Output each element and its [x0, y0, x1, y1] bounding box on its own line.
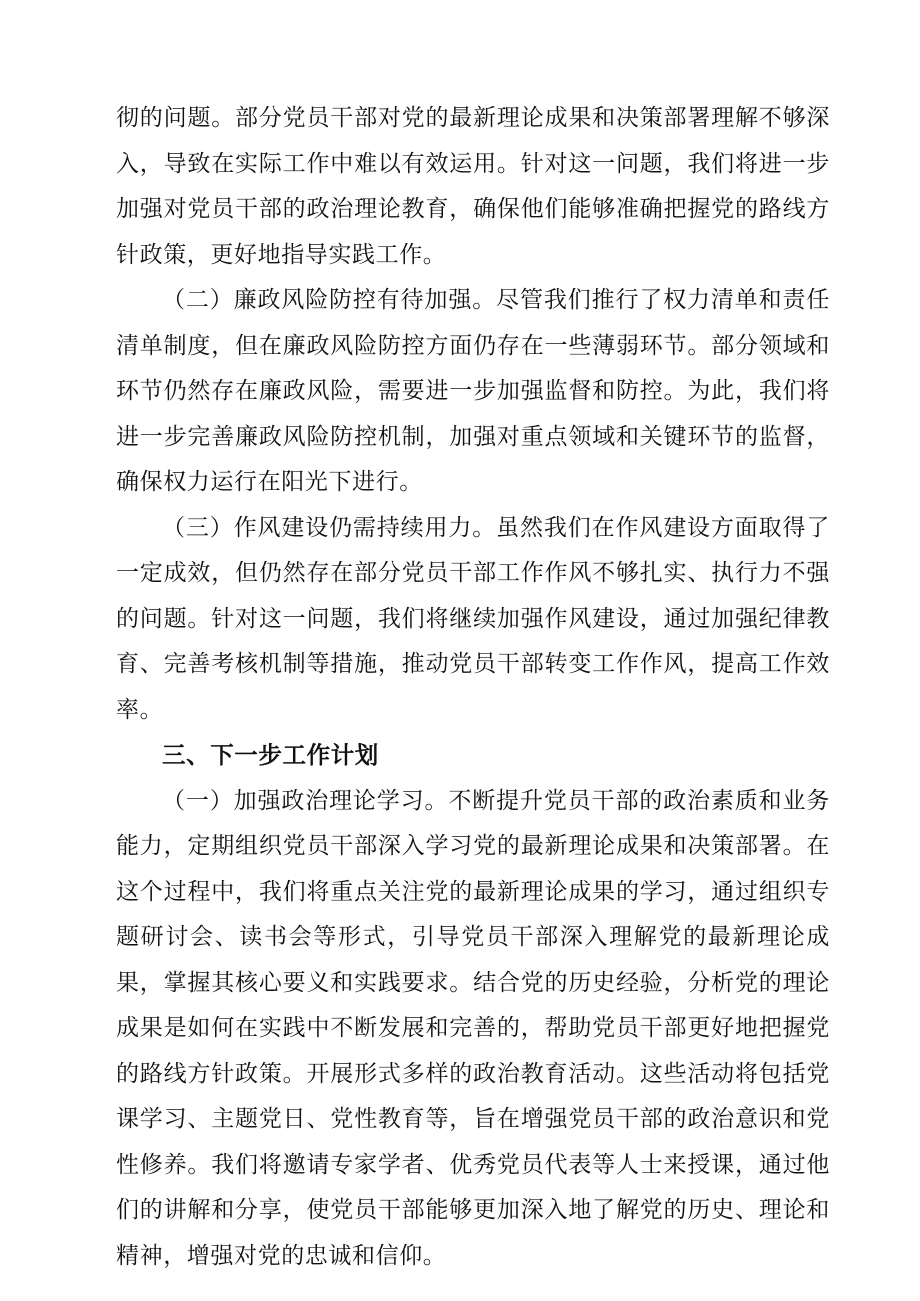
paragraph-integrity-risk: （二）廉政风险防控有待加强。尽管我们推行了权力清单和责任清单制度，但在廉政风险防控方面仍存在一些薄弱环节。部分领域和环节仍然存在廉政风险，需要进一步加强监督和防控。为此，我们将进一步完善廉政风险防控机制，加强对重点领域和关键环节的监督，确保权力运行在阳光下进行。 — [116, 287, 830, 495]
paragraph-work-style: （三）作风建设仍需持续用力。虽然我们在作风建设方面取得了一定成效，但仍然存在部分党员干部工作作风不够扎实、执行力不强的问题。针对这一问题，我们将继续加强作风建设，通过加强纪律教育、完善考核机制等措施，推动党员干部转变工作作风，提高工作效率。 — [116, 514, 830, 723]
section-heading: 三、下一步工作计划 — [162, 741, 379, 769]
paragraph-continuation: 彻的问题。部分党员干部对党的最新理论成果和决策部署理解不够深入，导致在实际工作中难以有效运用。针对这一问题，我们将进一步加强对党员干部的政治理论教育，确保他们能够准确把握党的路线方针政策，更好地指导实践工作。 — [116, 105, 830, 268]
paragraph-political-study: （一）加强政治理论学习。不断提升党员干部的政治素质和业务能力，定期组织党员干部深入学习党的最新理论成果和决策部署。在这个过程中，我们将重点关注党的最新理论成果的学习，通过组织专题研讨会、读书会等形式，引导党员干部深入理解党的最新理论成果，掌握其核心要义和实践要求。结合党的历史经验，分析党的理论成果是如何在实践中不断发展和完善的，帮助党员干部更好地把握党的路线方针政策。开展形式多样的政治教育活动。这些活动将包括党课学习、主题党日、党性教育等，旨在增强党员干部的政治意识和党性修养。我们将邀请专家学者、优秀党员代表等人士来授课，通过他们的讲解和分享，使党员干部能够更加深入地了解党的历史、理论和精神，增强对党的忠诚和信仰。 — [116, 787, 830, 1269]
document-body — [116, 96, 830, 1279]
